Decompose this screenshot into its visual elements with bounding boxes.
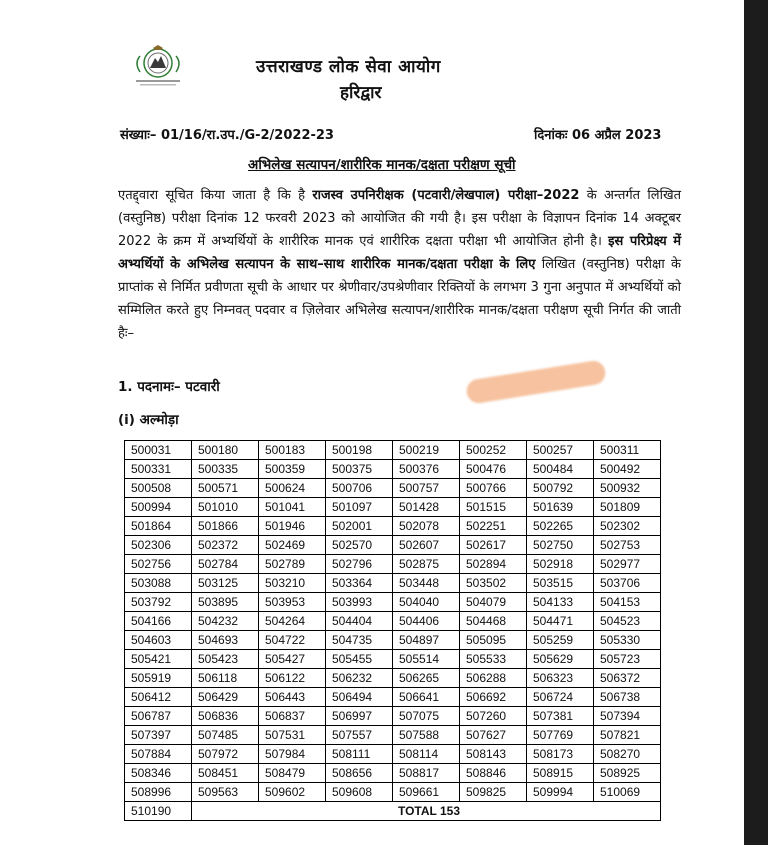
roll-number-cell: 502784 xyxy=(192,555,259,574)
roll-number-cell: 502875 xyxy=(393,555,460,574)
roll-number-cell: 502251 xyxy=(460,517,527,536)
roll-number-cell: 506494 xyxy=(326,688,393,707)
paragraph-text-1: एतद्द्वारा सूचित किया जाता है कि है xyxy=(118,188,313,203)
table-row xyxy=(125,764,661,783)
roll-number-cell: 503792 xyxy=(125,593,192,612)
paragraph-bold-text: इस परिप्रेक्ष्य में अभ्यर्थियों के अभिलेख सत्यापन के साथ–साथ शारीरिक मानक/दक्षता परीक्षा के लिए xyxy=(118,234,681,272)
table-row xyxy=(125,536,661,555)
roll-number-cell: 505514 xyxy=(393,650,460,669)
roll-number-cell: 500252 xyxy=(460,441,527,460)
roll-number-cell: 501809 xyxy=(594,498,661,517)
roll-number-cell: 502302 xyxy=(594,517,661,536)
roll-number-cell: 505330 xyxy=(594,631,661,650)
roll-number-cell: 501639 xyxy=(527,498,594,517)
post-heading: 1. पदनामः– पटवारी xyxy=(118,379,220,395)
table-row xyxy=(125,669,661,688)
roll-number-cell: 505427 xyxy=(259,650,326,669)
roll-number-cell: 504040 xyxy=(393,593,460,612)
roll-number-cell: 502469 xyxy=(259,536,326,555)
roll-number-cell: 500219 xyxy=(393,441,460,460)
roll-number-cell: 508925 xyxy=(594,764,661,783)
roll-number-cell: 505723 xyxy=(594,650,661,669)
roll-number-cell: 502750 xyxy=(527,536,594,555)
roll-number-cell: 507557 xyxy=(326,726,393,745)
roll-number-cell: 508656 xyxy=(326,764,393,783)
roll-number-cell: 501515 xyxy=(460,498,527,517)
roll-number-cell: 507394 xyxy=(594,707,661,726)
roll-number-cell: 500484 xyxy=(527,460,594,479)
document-date: दिनांकः 06 अप्रैल 2023 xyxy=(534,128,662,143)
roll-number-cell: 508451 xyxy=(192,764,259,783)
roll-number-cell: 504897 xyxy=(393,631,460,650)
roll-number-cell: 508270 xyxy=(594,745,661,764)
total-count: TOTAL 153 xyxy=(192,802,661,821)
roll-number-cell: 500376 xyxy=(393,460,460,479)
roll-number-cell: 506429 xyxy=(192,688,259,707)
roll-number-cell: 504232 xyxy=(192,612,259,631)
roll-number-cell: 506323 xyxy=(527,669,594,688)
roll-number-cell: 506692 xyxy=(460,688,527,707)
table-row xyxy=(125,745,661,764)
roll-number-cell: 506724 xyxy=(527,688,594,707)
roll-number-cell: 504468 xyxy=(460,612,527,631)
roll-number-cell: 500331 xyxy=(125,460,192,479)
roll-number-cell: 506122 xyxy=(259,669,326,688)
roll-number-cell: 504722 xyxy=(259,631,326,650)
roll-number-cell: 510069 xyxy=(594,783,661,802)
roll-number-cell: 502078 xyxy=(393,517,460,536)
roll-number-cell: 500335 xyxy=(192,460,259,479)
roll-number-cell: 500571 xyxy=(192,479,259,498)
table-row xyxy=(125,441,661,460)
roll-number-cell: 506372 xyxy=(594,669,661,688)
roll-number-cell: 500359 xyxy=(259,460,326,479)
roll-number-cell: 502918 xyxy=(527,555,594,574)
roll-number-cell: 502977 xyxy=(594,555,661,574)
roll-number-cell: 507397 xyxy=(125,726,192,745)
roll-number-cell: 506738 xyxy=(594,688,661,707)
roll-number-cell: 502753 xyxy=(594,536,661,555)
roll-number-cell: 506412 xyxy=(125,688,192,707)
roll-number-cell: 508846 xyxy=(460,764,527,783)
document-title: अभिलेख सत्यापन/शारीरिक मानक/दक्षता परीक्षण सूची xyxy=(248,157,516,173)
roll-number-cell: 500994 xyxy=(125,498,192,517)
roll-number-cell: 506837 xyxy=(259,707,326,726)
district-heading: (i) अल्मोड़ा xyxy=(118,412,179,428)
paragraph-text-2: के अन्तर्गत लिखित (वस्तुनिष्ठ) परीक्षा दिनांक 12 फरवरी 2023 को आयोजित की गयी है। इस परीक्षा के विज्ञापन दिनांक 14 अक्टूबर 2022 के क्रम में अभ्यर्थियों के शारीरिक मानक एवं शारीरिक दक्षता परीक्षा भी आयोजित होनी है। xyxy=(118,188,681,249)
roll-number-cell: 500508 xyxy=(125,479,192,498)
roll-number-cell: 506443 xyxy=(259,688,326,707)
notice-paragraph xyxy=(118,184,681,345)
roll-number-cell: 503953 xyxy=(259,593,326,612)
total-row xyxy=(125,802,661,821)
roll-number-cell: 502756 xyxy=(125,555,192,574)
roll-number-cell: 506641 xyxy=(393,688,460,707)
table-row xyxy=(125,688,661,707)
table-row xyxy=(125,631,661,650)
roll-number-cell: 500180 xyxy=(192,441,259,460)
roll-number-cell: 507984 xyxy=(259,745,326,764)
roll-number-cell: 506265 xyxy=(393,669,460,688)
roll-number-table xyxy=(124,440,661,821)
roll-number-cell: 504406 xyxy=(393,612,460,631)
roll-number-cell: 502617 xyxy=(460,536,527,555)
roll-number-cell: 503210 xyxy=(259,574,326,593)
highlighter-mark xyxy=(465,359,607,405)
roll-number-cell: 504264 xyxy=(259,612,326,631)
roll-number-cell: 500183 xyxy=(259,441,326,460)
table-row xyxy=(125,517,661,536)
roll-number-cell: 505919 xyxy=(125,669,192,688)
viewer-side-bar xyxy=(744,0,768,845)
table-row xyxy=(125,479,661,498)
roll-number-cell: 507627 xyxy=(460,726,527,745)
roll-number-cell: 507485 xyxy=(192,726,259,745)
roll-number-cell: 504693 xyxy=(192,631,259,650)
roll-number-cell: 503515 xyxy=(527,574,594,593)
roll-number-cell: 500476 xyxy=(460,460,527,479)
roll-number-cell: 500198 xyxy=(326,441,393,460)
roll-number-cell: 503364 xyxy=(326,574,393,593)
roll-number-cell: 506118 xyxy=(192,669,259,688)
roll-number-cell: 500311 xyxy=(594,441,661,460)
roll-number-cell: 501041 xyxy=(259,498,326,517)
roll-number-cell: 509825 xyxy=(460,783,527,802)
table-row xyxy=(125,783,661,802)
roll-number-cell: 508915 xyxy=(527,764,594,783)
table-row xyxy=(125,612,661,631)
roll-number-cell: 506232 xyxy=(326,669,393,688)
table-row xyxy=(125,460,661,479)
organization-name: उत्तराखण्ड लोक सेवा आयोग xyxy=(256,57,441,77)
roll-number-cell: 503502 xyxy=(460,574,527,593)
roll-number-cell: 502265 xyxy=(527,517,594,536)
roll-number-cell: 505423 xyxy=(192,650,259,669)
roll-number-cell: 505455 xyxy=(326,650,393,669)
roll-number-cell: 501010 xyxy=(192,498,259,517)
roll-number-cell: 507769 xyxy=(527,726,594,745)
roll-number-cell: 504153 xyxy=(594,593,661,612)
roll-number-cell: 505533 xyxy=(460,650,527,669)
table-row xyxy=(125,498,661,517)
roll-number-cell: 509994 xyxy=(527,783,594,802)
roll-number-cell: 505629 xyxy=(527,650,594,669)
roll-number-cell: 504523 xyxy=(594,612,661,631)
roll-number-cell: 501946 xyxy=(259,517,326,536)
paragraph-text-3: लिखित (वस्तुनिष्ठ) परीक्षा के प्राप्तांक से निर्मित प्रवीणता सूची के आधार पर श्रेणीवार/उपश्रेणीवार रिक्तियों के लगभग 3 गुना अनुपात में अभ्यर्थियों को सम्मिलित करते हुए निम्नवत् पदवार व ज़िलेवार अभिलेख सत्यापन/शारीरिक मानक/दक्षता परीक्षण सूची निर्गत की जाती हैः– xyxy=(118,257,681,341)
table-row xyxy=(125,574,661,593)
roll-number-cell: 509563 xyxy=(192,783,259,802)
roll-number-cell: 509608 xyxy=(326,783,393,802)
commission-emblem-logo xyxy=(126,44,190,88)
roll-number-cell: 504471 xyxy=(527,612,594,631)
roll-number-cell: 508817 xyxy=(393,764,460,783)
roll-number-cell: 500031 xyxy=(125,441,192,460)
roll-number-cell: 508346 xyxy=(125,764,192,783)
roll-number-cell: 503706 xyxy=(594,574,661,593)
exam-name: राजस्व उपनिरीक्षक (पटवारी/लेखपाल) परीक्षा–2022 xyxy=(312,188,580,203)
roll-number-cell: 500492 xyxy=(594,460,661,479)
roll-number-cell: 504133 xyxy=(527,593,594,612)
roll-number-cell: 505095 xyxy=(460,631,527,650)
roll-number-cell: 500766 xyxy=(460,479,527,498)
table-row xyxy=(125,555,661,574)
reference-number: संख्याः– 01/16/रा.उप./G-2/2022-23 xyxy=(120,128,334,143)
organization-city: हरिद्वार xyxy=(340,83,382,103)
roll-number-cell: 502306 xyxy=(125,536,192,555)
roll-number-cell: 504603 xyxy=(125,631,192,650)
roll-number-cell: 506787 xyxy=(125,707,192,726)
roll-number-cell: 502372 xyxy=(192,536,259,555)
roll-number-cell: 503993 xyxy=(326,593,393,612)
roll-number-cell: 508479 xyxy=(259,764,326,783)
roll-number-cell: 510190 xyxy=(125,802,192,821)
table-row xyxy=(125,650,661,669)
roll-number-cell: 505259 xyxy=(527,631,594,650)
roll-number-cell: 503895 xyxy=(192,593,259,612)
roll-number-cell: 503088 xyxy=(125,574,192,593)
roll-number-cell: 507884 xyxy=(125,745,192,764)
roll-number-cell: 506288 xyxy=(460,669,527,688)
table-row xyxy=(125,707,661,726)
roll-number-cell: 507972 xyxy=(192,745,259,764)
roll-number-cell: 500257 xyxy=(527,441,594,460)
roll-number-cell: 507075 xyxy=(393,707,460,726)
roll-number-cell: 506836 xyxy=(192,707,259,726)
table-row xyxy=(125,593,661,612)
roll-number-cell: 502001 xyxy=(326,517,393,536)
roll-number-cell: 500792 xyxy=(527,479,594,498)
roll-number-cell: 508114 xyxy=(393,745,460,764)
roll-number-cell: 509661 xyxy=(393,783,460,802)
roll-number-cell: 501864 xyxy=(125,517,192,536)
roll-number-cell: 504735 xyxy=(326,631,393,650)
roll-number-cell: 504079 xyxy=(460,593,527,612)
roll-number-cell: 508996 xyxy=(125,783,192,802)
roll-number-cell: 502570 xyxy=(326,536,393,555)
roll-number-cell: 500624 xyxy=(259,479,326,498)
roll-number-cell: 507821 xyxy=(594,726,661,745)
roll-number-cell: 500757 xyxy=(393,479,460,498)
roll-number-cell: 504166 xyxy=(125,612,192,631)
roll-number-cell: 507531 xyxy=(259,726,326,745)
roll-number-cell: 505421 xyxy=(125,650,192,669)
roll-number-cell: 507588 xyxy=(393,726,460,745)
roll-number-cell: 509602 xyxy=(259,783,326,802)
roll-number-cell: 508173 xyxy=(527,745,594,764)
roll-number-cell: 508111 xyxy=(326,745,393,764)
roll-number-cell: 503125 xyxy=(192,574,259,593)
roll-number-cell: 504404 xyxy=(326,612,393,631)
roll-number-cell: 507381 xyxy=(527,707,594,726)
table-row xyxy=(125,726,661,745)
roll-number-cell: 501428 xyxy=(393,498,460,517)
roll-number-cell: 508143 xyxy=(460,745,527,764)
roll-number-cell: 502789 xyxy=(259,555,326,574)
roll-number-cell: 502607 xyxy=(393,536,460,555)
roll-number-cell: 502796 xyxy=(326,555,393,574)
roll-number-cell: 500375 xyxy=(326,460,393,479)
roll-number-cell: 506997 xyxy=(326,707,393,726)
roll-number-cell: 501097 xyxy=(326,498,393,517)
roll-number-cell: 500706 xyxy=(326,479,393,498)
roll-number-cell: 503448 xyxy=(393,574,460,593)
roll-number-cell: 507260 xyxy=(460,707,527,726)
roll-number-cell: 500932 xyxy=(594,479,661,498)
roll-number-cell: 502894 xyxy=(460,555,527,574)
roll-number-cell: 501866 xyxy=(192,517,259,536)
